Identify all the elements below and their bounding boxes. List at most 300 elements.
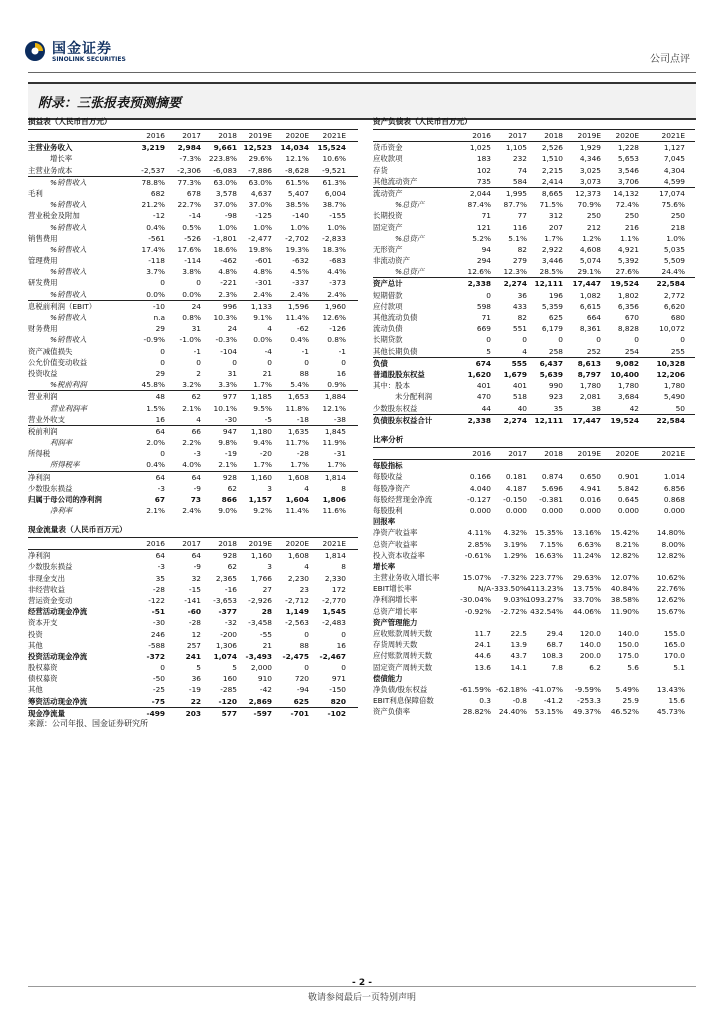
- row-value: 38.7%: [322, 200, 346, 210]
- row-value: 15.07%: [462, 573, 491, 583]
- ratios-row: [373, 639, 695, 650]
- row-label: 净利率: [50, 506, 73, 516]
- year-header-cell: 2019E: [577, 131, 601, 140]
- row-value: 14,132: [613, 188, 639, 198]
- row-value: 5: [232, 663, 237, 673]
- row-value: -50: [152, 674, 165, 684]
- row-value: -104: [220, 346, 237, 356]
- row-value: 3,684: [617, 392, 639, 402]
- row-value: 1,228: [617, 143, 639, 153]
- row-value: 16: [155, 414, 165, 424]
- row-value: -3,458: [248, 618, 272, 628]
- balance-sheet-title: 资产负债表（人民币百万元）: [373, 116, 695, 130]
- row-value: 0: [160, 278, 165, 288]
- row-value: 2,000: [250, 663, 272, 673]
- row-label: 其他长期负债: [373, 346, 418, 356]
- ratios-row: [373, 494, 695, 505]
- row-label: 利润率: [50, 438, 73, 448]
- row-value: 1093.27%: [526, 595, 564, 605]
- row-value: 200.0: [579, 651, 601, 661]
- ratios-row: [373, 628, 695, 639]
- row-value: 0.000: [579, 505, 601, 515]
- row-value: 432.54%: [530, 606, 563, 616]
- row-value: 0: [486, 290, 491, 300]
- row-value: 14.1: [510, 662, 527, 672]
- row-value: 257: [186, 640, 201, 650]
- row-value: 4.32%: [503, 528, 527, 538]
- ratios-row: [373, 483, 695, 494]
- row-value: 10,400: [610, 369, 639, 379]
- row-value: 82: [517, 313, 527, 322]
- year-header-cell: 2021E: [661, 131, 685, 140]
- row-value: 5: [486, 346, 491, 356]
- row-value: 17.6%: [177, 244, 201, 254]
- year-header-cell: 2017: [182, 131, 201, 140]
- balance-row: [373, 290, 695, 301]
- row-value: 4,599: [663, 176, 685, 186]
- row-value: 102: [476, 165, 491, 175]
- row-value: -9: [193, 483, 201, 493]
- row-label: 所得税率: [50, 460, 80, 470]
- row-label: 存货: [373, 165, 388, 175]
- row-value: 6,356: [617, 301, 639, 311]
- row-value: 12.1%: [285, 154, 309, 164]
- row-value: 735: [476, 176, 491, 186]
- row-value: 150.0: [617, 640, 639, 650]
- row-value: 1,780: [617, 381, 639, 391]
- row-value: 3,025: [579, 165, 601, 175]
- balance-row: [373, 244, 695, 255]
- row-value: 1,185: [250, 392, 272, 402]
- row-value: 70.9%: [577, 200, 601, 210]
- row-label: 其他: [28, 685, 43, 695]
- income-row: [28, 165, 358, 176]
- row-value: -28: [188, 618, 201, 628]
- cashflow-row: [28, 595, 358, 606]
- row-value: 3.19%: [503, 539, 527, 549]
- balance-row: [373, 403, 695, 414]
- ratios-row: [373, 460, 695, 471]
- ratios-row: [373, 561, 695, 572]
- row-value: -141: [184, 595, 201, 605]
- row-label: 投资活动现金净流: [28, 651, 88, 661]
- row-label: 财务费用: [28, 324, 58, 334]
- row-value: 31: [191, 324, 201, 334]
- row-value: 5,490: [663, 392, 685, 402]
- row-value: 37.0%: [213, 200, 237, 210]
- row-value: -373: [329, 278, 346, 288]
- row-value: 22,584: [656, 279, 685, 289]
- row-value: 2,230: [287, 573, 309, 583]
- row-label: 存货周转天数: [373, 640, 418, 650]
- row-value: -51: [151, 607, 165, 617]
- row-value: -7,886: [248, 165, 272, 175]
- row-value: 3.7%: [146, 267, 165, 277]
- ratios-row: [373, 684, 695, 695]
- row-value: 1,653: [287, 392, 309, 402]
- row-value: 2,526: [541, 143, 563, 153]
- income-row: [28, 300, 358, 312]
- row-value: 42: [629, 403, 639, 413]
- row-value: 140.0: [579, 640, 601, 650]
- row-value: 6,615: [579, 301, 601, 311]
- row-value: 0: [232, 357, 237, 367]
- row-label: 固定资产: [373, 222, 403, 232]
- row-value: 183: [476, 154, 491, 164]
- row-value: 1,149: [285, 607, 309, 617]
- row-label: 回报率: [373, 517, 396, 527]
- row-value: 49.37%: [572, 707, 601, 717]
- row-value: 5.1: [673, 662, 685, 672]
- row-value: 241: [185, 651, 201, 661]
- row-value: 1,306: [215, 640, 237, 650]
- income-row: [28, 266, 358, 277]
- row-value: 9.0%: [218, 506, 237, 516]
- row-value: 22: [190, 696, 201, 706]
- row-value: 1,160: [250, 551, 272, 561]
- row-label: 少数股东损益: [28, 483, 73, 493]
- year-header-cell: 2018: [544, 449, 563, 458]
- row-label: 短期借款: [373, 290, 403, 300]
- row-label: 总资产增长率: [373, 606, 418, 616]
- row-value: 28: [261, 607, 272, 617]
- row-value: -2,306: [177, 165, 201, 175]
- row-value: 3,219: [141, 143, 165, 153]
- income-row: [28, 357, 358, 368]
- row-value: 40: [517, 403, 527, 413]
- row-value: 29: [155, 324, 165, 334]
- row-value: 10,328: [656, 358, 685, 368]
- row-value: -337: [292, 278, 309, 288]
- balance-row: [373, 199, 695, 210]
- row-label: 资产负债率: [373, 707, 410, 717]
- balance-row: [373, 346, 695, 357]
- row-value: -7.32%: [500, 573, 527, 583]
- row-label: 货币资金: [373, 143, 403, 153]
- row-label: %销售收入: [50, 289, 87, 299]
- cash-flow-title: 现金流量表（人民币百万元）: [28, 524, 358, 538]
- row-value: -150: [329, 685, 346, 695]
- income-row: [28, 483, 358, 494]
- ratios-row: [373, 662, 695, 673]
- row-label: 负债: [373, 358, 388, 368]
- row-value: 8,665: [541, 188, 563, 198]
- row-value: 0.000: [663, 505, 685, 515]
- row-value: 66: [191, 426, 201, 436]
- row-value: 8.21%: [615, 539, 639, 549]
- balance-row: [373, 165, 695, 176]
- row-value: -32: [224, 618, 237, 628]
- row-value: 175.0: [617, 651, 639, 661]
- row-value: 0.4%: [146, 460, 165, 470]
- row-value: 223.8%: [208, 154, 237, 164]
- row-value: 470: [476, 392, 491, 402]
- row-label: 营业利润: [28, 392, 58, 402]
- row-value: 63.0%: [213, 177, 237, 187]
- row-value: -20: [259, 449, 272, 459]
- row-label: 经营活动现金净流: [28, 607, 88, 617]
- row-value: 22.7%: [177, 200, 201, 210]
- ratios-row: [373, 539, 695, 550]
- row-value: 32: [191, 573, 201, 583]
- row-value: 279: [512, 256, 527, 266]
- row-value: -38: [333, 414, 346, 424]
- row-label: 应收账款周转天数: [373, 629, 433, 638]
- row-value: 16: [336, 368, 346, 378]
- balance-row: [373, 357, 695, 369]
- row-value: 1,074: [213, 651, 237, 661]
- row-value: 15.6: [668, 696, 685, 706]
- row-value: -2,537: [141, 165, 165, 175]
- title-bar: [28, 82, 696, 120]
- row-value: -632: [292, 256, 309, 266]
- row-value: 11.9%: [322, 438, 346, 448]
- row-value: 3,546: [617, 165, 639, 175]
- row-value: 1.2%: [582, 233, 601, 243]
- row-value: 0.874: [541, 472, 563, 482]
- row-value: 577: [221, 708, 237, 718]
- row-label: 归属于母公司的净利润: [28, 495, 102, 504]
- row-value: 12,111: [534, 415, 563, 425]
- row-value: -2,833: [322, 233, 346, 243]
- row-value: 24.40%: [498, 707, 527, 717]
- row-value: 18.3%: [322, 244, 346, 254]
- row-value: -701: [290, 708, 309, 718]
- row-value: 2.4%: [182, 506, 201, 516]
- row-label: 普通股股东权益: [373, 369, 425, 379]
- row-value: 88: [299, 640, 309, 650]
- row-value: 0: [341, 629, 346, 639]
- row-value: 10,072: [659, 324, 685, 334]
- row-value: 19,524: [610, 279, 639, 289]
- row-value: -5: [264, 414, 272, 424]
- row-value: 928: [222, 472, 237, 482]
- row-value: 121: [476, 222, 491, 232]
- row-value: 6,437: [539, 358, 563, 368]
- row-value: 5: [196, 663, 201, 673]
- row-value: -2,712: [285, 595, 309, 605]
- row-value: -2,926: [248, 595, 272, 605]
- row-value: 73: [190, 495, 201, 504]
- row-value: 1,157: [248, 495, 272, 504]
- row-value: 19.8%: [248, 244, 272, 254]
- row-value: 10.6%: [322, 154, 346, 164]
- row-value: -588: [148, 640, 165, 650]
- row-label: 每股收益: [373, 472, 403, 482]
- row-value: 4.187: [505, 483, 527, 493]
- cash-flow-table: [28, 524, 358, 719]
- row-value: -28: [152, 584, 165, 594]
- row-value: 25.9: [622, 696, 639, 706]
- row-value: 2,274: [503, 415, 527, 425]
- row-value: 1,780: [579, 381, 601, 391]
- row-value: 36: [191, 674, 201, 684]
- row-value: 27.6%: [615, 267, 639, 277]
- row-value: 4: [304, 483, 309, 493]
- row-value: 1,025: [469, 143, 491, 153]
- row-value: -102: [327, 708, 346, 718]
- row-value: 2,414: [541, 176, 563, 186]
- row-value: 4.0%: [182, 460, 201, 470]
- row-value: -683: [329, 256, 346, 266]
- row-value: 0: [558, 335, 563, 345]
- row-value: -0.92%: [464, 606, 491, 616]
- row-value: -0.9%: [143, 335, 165, 345]
- ratios-row: [373, 617, 695, 628]
- row-value: 0.3: [479, 696, 491, 706]
- row-label: %销售收入: [50, 267, 87, 277]
- row-value: -16: [224, 584, 237, 594]
- row-value: 0: [160, 346, 165, 356]
- row-value: 17.4%: [141, 244, 165, 254]
- ratios-row: [373, 673, 695, 684]
- row-value: 2,772: [663, 290, 685, 300]
- row-value: 1.0%: [666, 233, 685, 243]
- row-value: 401: [512, 381, 527, 391]
- row-value: 1.7%: [253, 380, 272, 390]
- row-value: 0.000: [617, 505, 639, 515]
- row-value: 255: [670, 346, 685, 356]
- row-value: 258: [548, 346, 563, 356]
- row-value: 64: [191, 551, 201, 561]
- row-value: 8: [341, 483, 346, 493]
- row-value: 8: [341, 562, 346, 572]
- cashflow-row: [28, 673, 358, 684]
- row-value: 1,608: [287, 472, 309, 482]
- balance-row: [373, 153, 695, 164]
- row-value: -61.59%: [460, 684, 491, 694]
- row-value: N/A: [477, 584, 491, 594]
- row-value: 3.8%: [182, 267, 201, 277]
- row-value: 1.014: [663, 472, 685, 482]
- row-value: -25: [152, 685, 165, 695]
- row-value: 94: [481, 244, 491, 254]
- row-value: 2,044: [469, 188, 491, 198]
- row-value: 5,407: [287, 188, 309, 198]
- row-value: 977: [222, 392, 237, 402]
- row-value: 77: [517, 211, 527, 221]
- cashflow-row: [28, 606, 358, 617]
- row-value: 160: [222, 674, 237, 684]
- row-value: 1,608: [287, 551, 309, 561]
- balance-row: [373, 334, 695, 345]
- balance-year-header: [373, 130, 695, 142]
- row-value: -301: [255, 278, 272, 288]
- row-label: 主营业务收入增长率: [373, 573, 440, 583]
- row-value: 1,545: [322, 607, 346, 617]
- row-value: 923: [548, 392, 563, 402]
- row-value: 16.63%: [534, 550, 563, 560]
- row-value: 1,596: [287, 301, 309, 311]
- income-row: [28, 233, 358, 244]
- row-value: 1.7%: [544, 233, 563, 243]
- row-label: 资产总计: [373, 279, 403, 289]
- row-value: 10.62%: [656, 573, 685, 583]
- row-label: EBIT增长率: [373, 584, 412, 594]
- income-row: [28, 346, 358, 357]
- row-label: 长期贷款: [373, 335, 403, 345]
- row-value: 3.3%: [218, 380, 237, 390]
- row-value: 5,359: [541, 301, 563, 311]
- row-label: 非流动资产: [373, 256, 410, 266]
- row-value: 990: [548, 381, 563, 391]
- row-value: 170.0: [663, 651, 685, 661]
- ratios-row: [373, 606, 695, 617]
- row-label: 其他流动负债: [373, 313, 418, 322]
- balance-row: [373, 233, 695, 244]
- year-header-cell: 2016: [146, 131, 165, 140]
- row-value: 0: [160, 357, 165, 367]
- row-value: 15,524: [317, 143, 346, 153]
- row-value: 13.6: [474, 662, 491, 672]
- logo-text-en: SINOLINK SECURITIES: [52, 56, 126, 63]
- row-value: 64: [155, 426, 165, 436]
- row-label: %总资产: [395, 233, 425, 243]
- row-value: 11.24%: [572, 550, 601, 560]
- balance-row: [373, 210, 695, 221]
- row-value: 10.3%: [213, 313, 237, 322]
- row-value: 598: [476, 301, 491, 311]
- row-value: 108.3: [541, 651, 563, 661]
- row-label: 每股股利: [373, 505, 403, 515]
- row-value: -2,475: [282, 651, 309, 661]
- row-value: -526: [184, 233, 201, 243]
- row-value: 1,995: [505, 188, 527, 198]
- row-value: 12,111: [534, 279, 563, 289]
- year-header-cell: 2020E: [615, 449, 639, 458]
- balance-row: [373, 176, 695, 187]
- year-header-cell: 2019E: [248, 539, 272, 548]
- row-value: 3,706: [617, 176, 639, 186]
- row-value: 21.2%: [141, 200, 165, 210]
- year-header-cell: 2021E: [322, 131, 346, 140]
- row-value: 6.63%: [577, 539, 601, 549]
- row-value: 5,035: [663, 244, 685, 254]
- row-value: -462: [220, 256, 237, 266]
- year-header-cell: 2018: [544, 131, 563, 140]
- row-value: 196: [548, 290, 563, 300]
- row-value: 22.76%: [656, 584, 685, 594]
- row-value: 12.62%: [656, 595, 685, 605]
- row-value: 203: [185, 708, 201, 718]
- row-value: -19: [188, 685, 201, 695]
- row-label: 净利润: [28, 551, 51, 561]
- page-title: 附录：三张报表预测摘要: [38, 96, 182, 111]
- balance-row: [373, 222, 695, 233]
- row-value: 1,884: [324, 392, 346, 402]
- cashflow-row: [28, 617, 358, 628]
- income-row: [28, 379, 358, 390]
- row-value: -0.127: [467, 494, 491, 504]
- row-value: 28.82%: [462, 707, 491, 717]
- income-row: [28, 323, 358, 334]
- row-value: 15.67%: [656, 606, 685, 616]
- row-value: 4: [522, 346, 527, 356]
- row-value: 8,613: [577, 358, 601, 368]
- row-value: 625: [548, 313, 563, 322]
- row-value: 2,869: [248, 696, 272, 706]
- row-value: 62: [227, 562, 237, 572]
- row-value: 0.5%: [182, 222, 201, 232]
- row-value: -1: [193, 346, 201, 356]
- row-value: 1.7%: [327, 460, 346, 470]
- row-value: 64: [191, 472, 201, 482]
- row-value: 72.4%: [615, 200, 639, 210]
- ratios-year-header: [373, 448, 695, 460]
- row-label: 税前利润: [28, 426, 58, 436]
- row-value: 0: [486, 335, 491, 345]
- row-value: 12.07%: [610, 573, 639, 583]
